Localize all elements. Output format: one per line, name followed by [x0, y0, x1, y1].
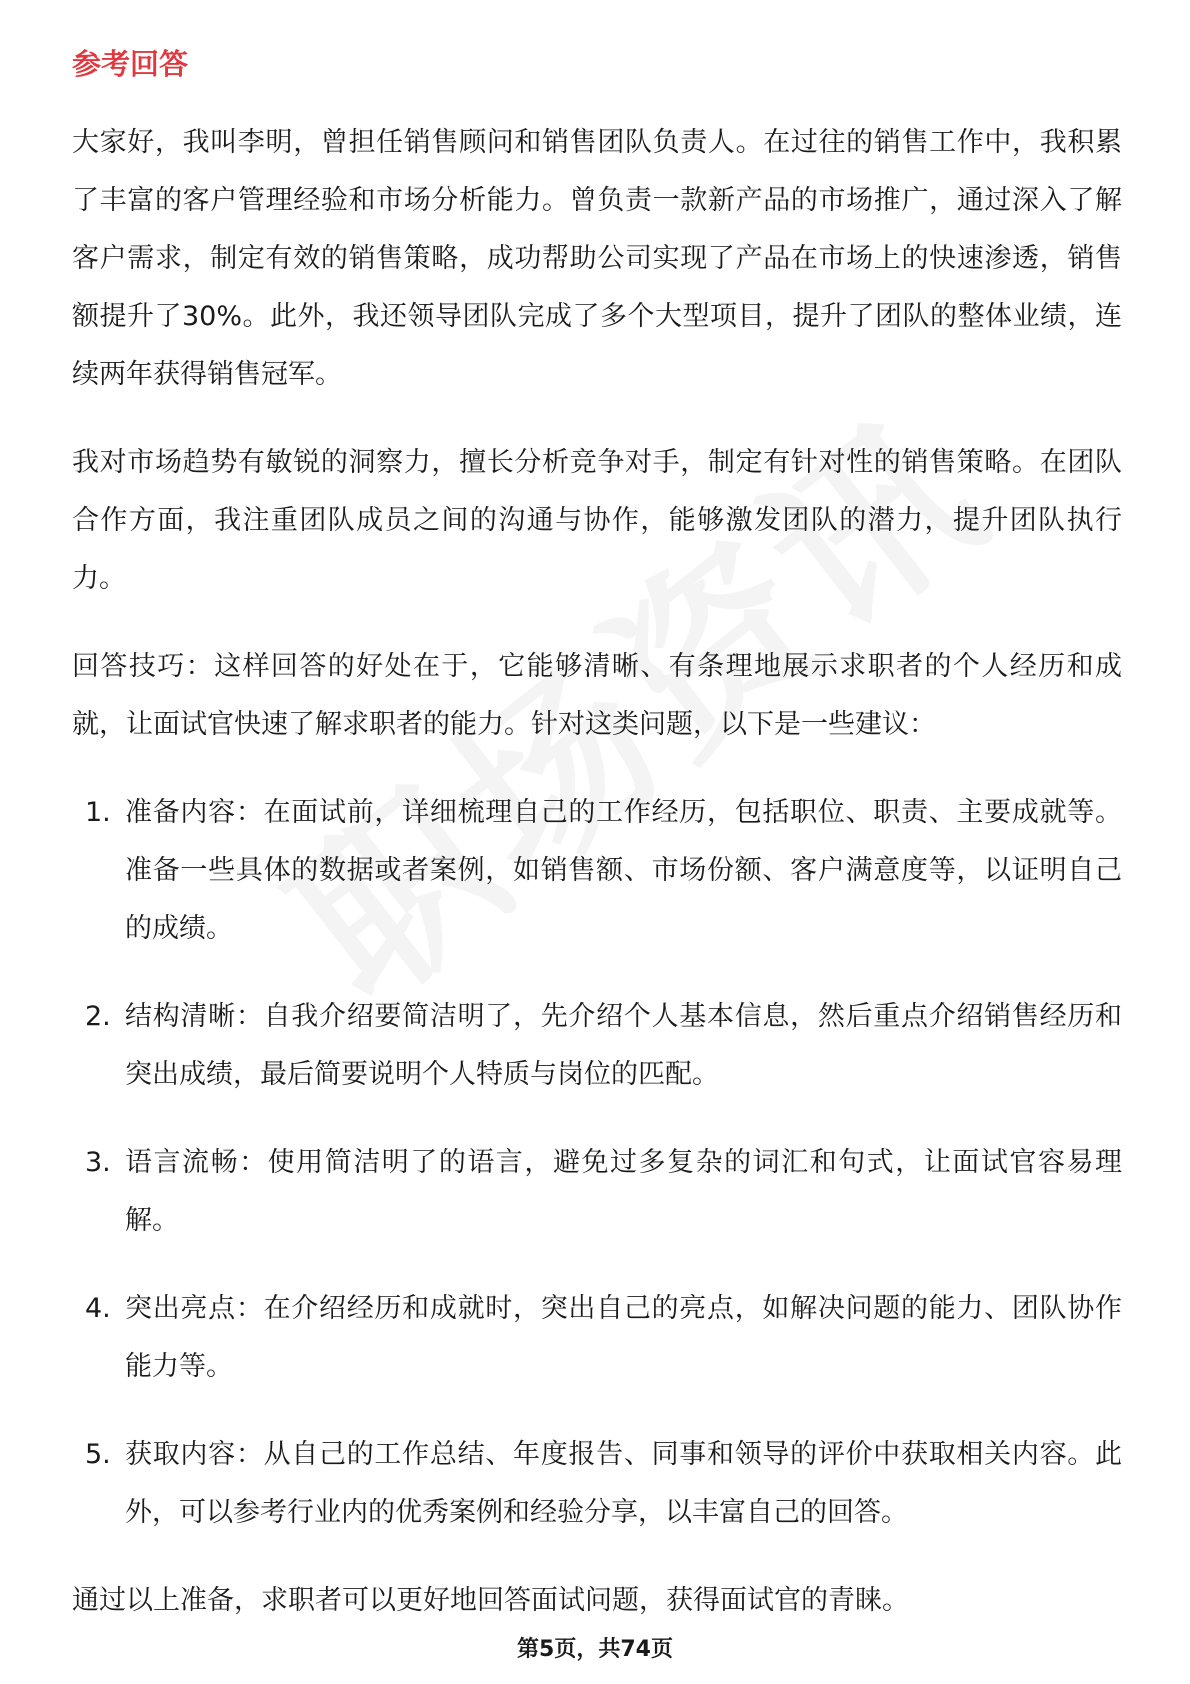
tips-list: [72, 784, 1122, 1542]
list-item-text: 突出亮点：在介绍经历和成就时，突出自己的亮点，如解决问题的能力、团队协作能力等。: [125, 1293, 1122, 1382]
list-number: 2.: [85, 1001, 111, 1032]
list-item-text: 语言流畅：使用简洁明了的语言，避免过多复杂的词汇和句式，让面试官容易理解。: [125, 1147, 1122, 1236]
section-heading: 参考回答: [72, 47, 189, 81]
list-item: [72, 1134, 1122, 1250]
list-item: [72, 784, 1122, 958]
list-number: 5.: [85, 1439, 111, 1470]
list-item-text: 准备内容：在面试前，详细梳理自己的工作经历，包括职位、职责、主要成就等。准备一些具体的数据或者案例，如销售额、市场份额、客户满意度等，以证明自己的成绩。: [125, 797, 1122, 944]
answer-paragraph-1: 大家好，我叫李明，曾担任销售顾问和销售团队负责人。在过往的销售工作中，我积累了丰富的客户管理经验和市场分析能力。曾负责一款新产品的市场推广，通过深入了解客户需求，制定有效的销售策略，成功帮助公司实现了产品在市场上的快速渗透，销售额提升了30%。此外，我还领导团队完成了多个大型项目，提升了团队的整体业绩，连续两年获得销售冠军。: [72, 127, 1122, 390]
list-number: 4.: [85, 1293, 111, 1324]
page-content: [72, 44, 1122, 1660]
closing-paragraph: 通过以上准备，求职者可以更好地回答面试问题，获得面试官的青睐。: [72, 1585, 909, 1616]
list-item: [72, 1280, 1122, 1396]
answer-paragraph-2: 我对市场趋势有敏锐的洞察力，擅长分析竞争对手，制定有针对性的销售策略。在团队合作方面，我注重团队成员之间的沟通与协作，能够激发团队的潜力，提升团队执行力。: [72, 447, 1122, 594]
list-item-text: 获取内容：从自己的工作总结、年度报告、同事和领导的评价中获取相关内容。此外，可以参考行业内的优秀案例和经验分享，以丰富自己的回答。: [125, 1439, 1122, 1528]
list-item: [72, 1426, 1122, 1542]
list-item: [72, 988, 1122, 1104]
tips-intro-paragraph: 回答技巧：这样回答的好处在于，它能够清晰、有条理地展示求职者的个人经历和成就，让面试官快速了解求职者的能力。针对这类问题，以下是一些建议：: [72, 651, 1122, 740]
list-number: 3.: [85, 1147, 111, 1178]
page-number-footer: 第5页，共74页: [517, 1637, 673, 1662]
list-number: 1.: [85, 797, 111, 828]
list-item-text: 结构清晰：自我介绍要简洁明了，先介绍个人基本信息，然后重点介绍销售经历和突出成绩，最后简要说明个人特质与岗位的匹配。: [125, 1001, 1122, 1090]
